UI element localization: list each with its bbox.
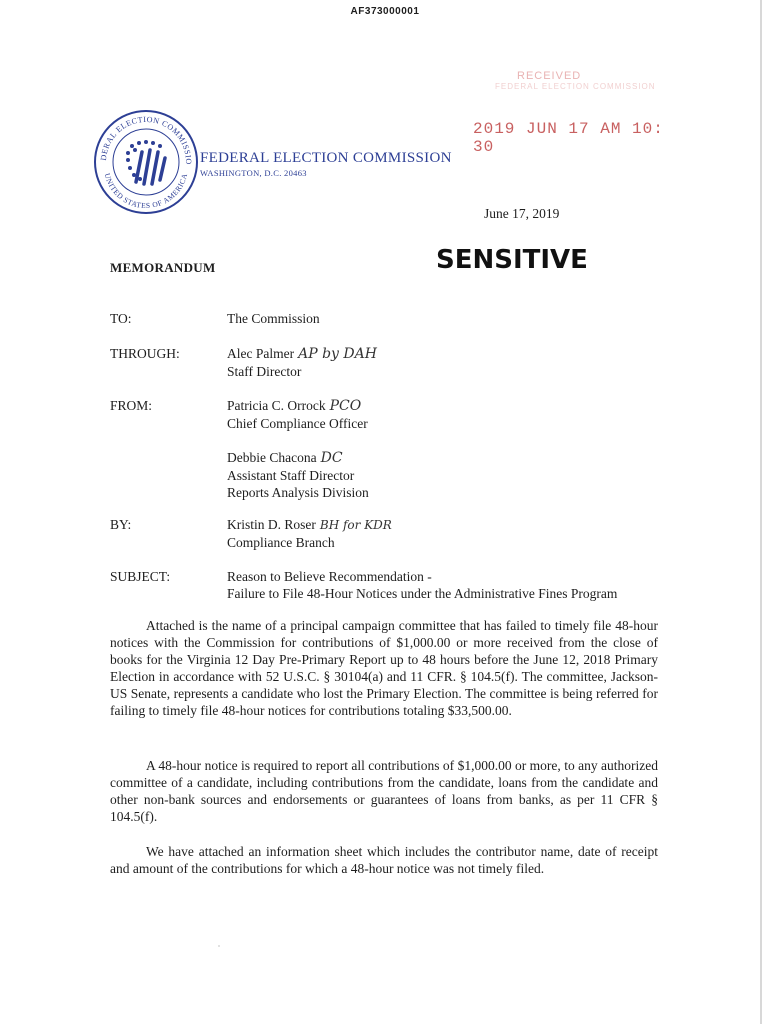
memo-heading: MEMORANDUM [110, 260, 216, 275]
by-initials: BH for KDR [319, 518, 392, 532]
from-title-1: Chief Compliance Officer [227, 416, 368, 431]
agency-name: FEDERAL ELECTION COMMISSION [200, 150, 452, 166]
memo-date: June 17, 2019 [484, 206, 560, 221]
classification-marking: SENSITIVE [436, 245, 588, 275]
body-paragraph-2 [110, 757, 658, 825]
subject-line-2: Failure to File 48-Hour Notices under the Administrative Fines Program [227, 586, 618, 601]
document-id: AF373000001 [350, 6, 420, 17]
subject-label: SUBJECT: [110, 569, 171, 584]
through-label: THROUGH: [110, 346, 180, 361]
seal-bottom-text: UNITED STATES OF AMERICA [102, 172, 190, 211]
through-initials: AP by DAH [298, 346, 377, 362]
by-title: Compliance Branch [227, 535, 335, 550]
from-initials-2: DC [320, 450, 343, 466]
agency-letterhead [200, 150, 452, 178]
to-value: The Commission [227, 311, 320, 326]
stamp-date: 2019 JUN 17 AM 10: 30 [473, 120, 664, 156]
from-name-1: Patricia C. Orrock [227, 398, 326, 413]
from-label: FROM: [110, 398, 153, 413]
from-title-2b: Reports Analysis Division [227, 485, 369, 500]
through-title: Staff Director [227, 364, 302, 379]
by-name: Kristin D. Roser [227, 517, 316, 532]
from-name-2: Debbie Chacona [227, 450, 317, 465]
body-paragraph-3-text: We have attached an information sheet which includes the contributor name, date of receipt and amount of the contributions for which a 48-hour notice was not timely filed. [110, 844, 658, 876]
body-paragraph-1 [110, 617, 658, 719]
stamp-agency-text: FEDERAL ELECTION COMMISSION [495, 82, 656, 91]
page-edge-line [760, 0, 762, 1024]
to-label: TO: [110, 311, 132, 326]
subject-line-1: Reason to Believe Recommendation - [227, 569, 432, 584]
seal-top-text: DERAL ELECTION COMMISSIO [98, 114, 194, 165]
from-title-2a: Assistant Staff Director [227, 468, 355, 483]
fec-seal-logo [92, 108, 200, 216]
stamp-received-text: RECEIVED [517, 70, 582, 82]
body-paragraph-2-text: A 48-hour notice is required to report all contributions of $1,000.00 or more, to any authorized committee of a candidate, including contributions from the candidate, loans from the candidate and other non-bank sources and endorsements or guarantees of loans from banks, as per 11 CFR § 104.5(f). [110, 758, 658, 824]
body-paragraph-3 [110, 843, 658, 877]
scan-speck [218, 945, 220, 947]
by-label: BY: [110, 517, 132, 532]
body-paragraph-1-text: Attached is the name of a principal campaign committee that has failed to timely file 48-hour notices with the Commission for contributions of $1,000.00 or more received from the close of books for the Virginia 12 Day Pre-Primary Report up to 48 hours before the June 12, 2018 Primary Election in accordance with 52 U.S.C. § 30104(a) and 11 CFR. § 104.5(f). The committee, Jackson-US Senate, represents a candidate who lost the Primary Election. The committee is being referred for failing to timely file 48-hour notices for contributions totaling $33,500.00. [110, 618, 658, 718]
from-initials-1: PCO [329, 398, 362, 414]
received-stamp [455, 70, 685, 156]
agency-address: WASHINGTON, D.C. 20463 [200, 168, 307, 178]
through-name: Alec Palmer [227, 346, 295, 361]
